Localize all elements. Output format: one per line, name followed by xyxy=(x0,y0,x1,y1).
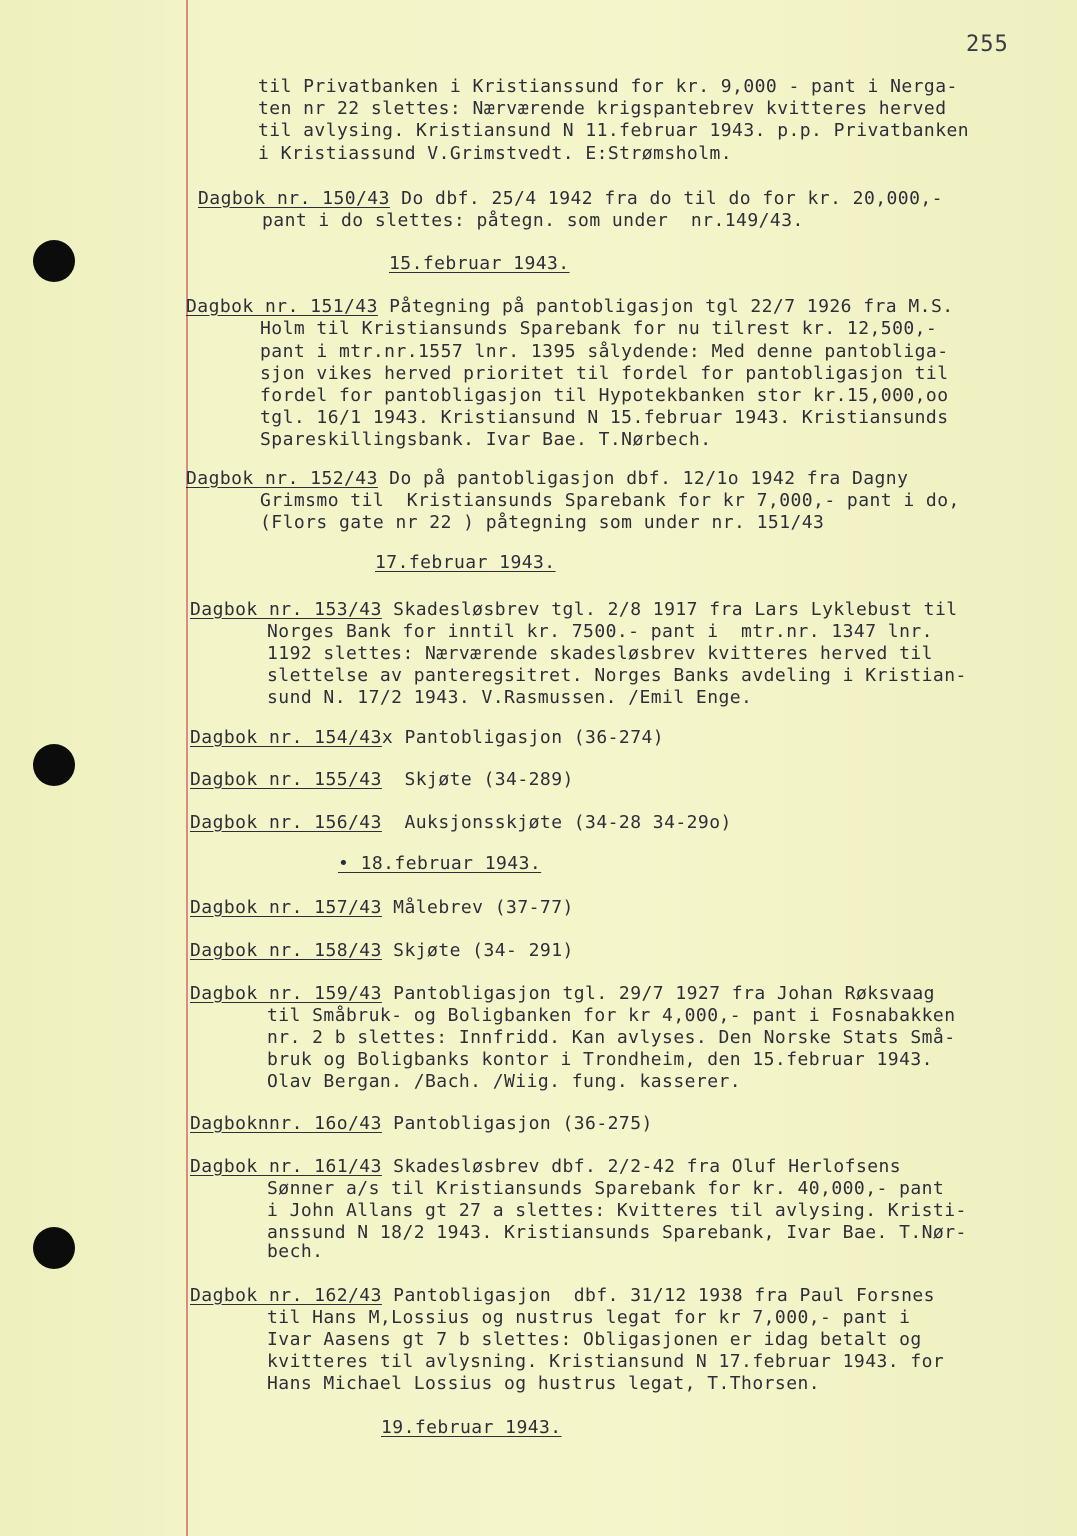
date-heading: 17.februar 1943. xyxy=(375,552,556,573)
text-line: pant i mtr.nr.1557 lnr. 1395 sålydende: Med denne pantobliga- xyxy=(260,341,949,362)
date-heading: 19.februar 1943. xyxy=(381,1417,562,1438)
entry-ref: Dagbok nr. 154/43 xyxy=(190,727,382,748)
text-line: i John Allans gt 27 a slettes: Kvitteres til avlysing. Kristi- xyxy=(267,1200,967,1221)
text-line: (Flors gate nr 22 ) påtegning som under nr. 151/43 xyxy=(260,512,825,533)
date-heading: 15.februar 1943. xyxy=(389,253,570,274)
entry-text: Do på pantobligasjon dbf. 12/1o 1942 fra Dagny xyxy=(377,468,909,489)
entry-text: Skadesløsbrev dbf. 2/2-42 fra Oluf Herlofsens xyxy=(381,1156,902,1177)
text-line: slettelse av panteregsitret. Norges Banks avdeling i Kristian- xyxy=(267,665,967,686)
entry-first-line xyxy=(190,1113,653,1134)
entry-first-line xyxy=(190,599,958,620)
text-line: Norges Bank for inntil kr. 7500.- pant i mtr.nr. 1347 lnr. xyxy=(267,621,933,642)
entry-ref: Dagbok nr. 155/43 xyxy=(190,769,382,790)
entry-text: Skjøte (34- 291) xyxy=(381,940,574,961)
entry-ref: Dagbok nr. 150/43 xyxy=(198,188,390,209)
punch-hole xyxy=(33,744,75,786)
punch-hole xyxy=(33,1227,75,1269)
entry-first-line xyxy=(190,897,574,918)
text-line: til avlysing. Kristiansund N 11.februar 1943. p.p. Privatbanken xyxy=(258,120,970,141)
entry-ref: Dagbok nr. 158/43 xyxy=(190,940,382,961)
entry-text: Skadesløsbrev tgl. 2/8 1917 fra Lars Lyklebust til xyxy=(381,599,958,620)
entry-text: x Pantobligasjon (36-274) xyxy=(381,727,665,748)
entry-text: Pantobligasjon (36-275) xyxy=(381,1113,653,1134)
text-line: tgl. 16/1 1943. Kristiansund N 15.februar 1943. Kristiansunds xyxy=(260,407,949,428)
entry-text: Pantobligasjon tgl. 29/7 1927 fra Johan Røksvaag xyxy=(381,983,935,1004)
text-line: fordel for pantobligasjon til Hypotekbanken stor kr.15,000,oo xyxy=(260,385,949,406)
text-line: Ivar Aasens gt 7 b slettes: Obligasjonen er idag betalt og xyxy=(267,1329,922,1350)
text-line: Sønner a/s til Kristiansunds Sparebank for kr. 40,000,- pant xyxy=(267,1178,945,1199)
margin-rule xyxy=(186,0,188,1536)
text-line: sund N. 17/2 1943. V.Rasmussen. /Emil Enge. xyxy=(267,687,753,708)
text-line: ten nr 22 slettes: Nærværende krigspantebrev kvitteres herved xyxy=(258,98,947,119)
entry-ref: Dagbok nr. 152/43 xyxy=(186,468,378,489)
text-line: bech. xyxy=(267,1241,324,1262)
entry-first-line xyxy=(190,727,664,748)
date-heading-line xyxy=(338,853,541,874)
entry-first-line xyxy=(190,983,935,1004)
text-line: nr. 2 b slettes: Innfridd. Kan avlyses. Den Norske Stats Små- xyxy=(267,1027,956,1048)
text-line: pant i do slettes: påtegn. som under nr.149/43. xyxy=(262,210,804,231)
entry-ref: Dagbok nr. 151/43 xyxy=(186,296,378,317)
entry-first-line xyxy=(190,769,574,790)
entry-first-line xyxy=(186,468,908,489)
entry-text: Do dbf. 25/4 1942 fra do til do for kr. 20,000,- xyxy=(389,188,943,209)
text-line: Spareskillingsbank. Ivar Bae. T.Nørbech. xyxy=(260,429,712,450)
text-line: til Hans M,Lossius og nustrus legat for kr 7,000,- pant i xyxy=(267,1307,911,1328)
entry-ref: Dagbok nr. 162/43 xyxy=(190,1285,382,1306)
entry-ref: Dagbok nr. 161/43 xyxy=(190,1156,382,1177)
page-number: 255 xyxy=(966,32,1009,57)
entry-text: Skjøte (34-289) xyxy=(381,769,574,790)
text-line: Grimsmo til Kristiansunds Sparebank for kr 7,000,- pant i do, xyxy=(260,490,960,511)
entry-first-line xyxy=(190,1156,901,1177)
text-line: 1192 slettes: Nærværende skadesløsbrev kvitteres herved til xyxy=(267,643,933,664)
entry-first-line xyxy=(190,1285,935,1306)
entry-first-line xyxy=(186,296,954,317)
entry-first-line xyxy=(190,940,574,961)
entry-ref: Dagbok nr. 156/43 xyxy=(190,812,382,833)
text-line: til Privatbanken i Kristianssund for kr. 9,000 - pant i Nerga- xyxy=(258,76,958,97)
entry-ref: Dagbok nr. 159/43 xyxy=(190,983,382,1004)
entry-ref: Dagbok nr. 157/43 xyxy=(190,897,382,918)
text-line: kvitteres til avlysning. Kristiansund N 17.februar 1943. for xyxy=(267,1351,945,1372)
date-heading: • 18.februar 1943. xyxy=(338,853,542,874)
entry-first-line xyxy=(190,812,732,833)
text-line: i Kristiassund V.Grimstvedt. E:Strømsholm. xyxy=(258,143,733,164)
text-line: Hans Michael Lossius og hustrus legat, T.Thorsen. xyxy=(267,1373,821,1394)
text-line: Olav Bergan. /Bach. /Wiig. fung. kasserer. xyxy=(267,1071,742,1092)
entry-ref: Dagbok nr. 153/43 xyxy=(190,599,382,620)
entry-text: Auksjonsskjøte (34-28 34-29o) xyxy=(381,812,732,833)
entry-text: Påtegning på pantobligasjon tgl 22/7 1926 fra M.S. xyxy=(377,296,954,317)
punch-hole xyxy=(33,240,75,282)
entry-text: Målebrev (37-77) xyxy=(381,897,574,918)
entry-ref: Dagboknnr. 16o/43 xyxy=(190,1113,382,1134)
text-line: anssund N 18/2 1943. Kristiansunds Sparebank, Ivar Bae. T.Nør- xyxy=(267,1222,967,1243)
entry-text: Pantobligasjon dbf. 31/12 1938 fra Paul Forsnes xyxy=(381,1285,935,1306)
text-line: sjon vikes herved prioritet til fordel for pantobligasjon til xyxy=(260,363,949,384)
text-line: Holm til Kristiansunds Sparebank for nu tilrest kr. 12,500,- xyxy=(260,318,938,339)
text-line: til Småbruk- og Boligbanken for kr 4,000,- pant i Fosnabakken xyxy=(267,1005,956,1026)
text-line: bruk og Boligbanks kontor i Trondheim, den 15.februar 1943. xyxy=(267,1049,933,1070)
entry-first-line xyxy=(198,188,943,209)
